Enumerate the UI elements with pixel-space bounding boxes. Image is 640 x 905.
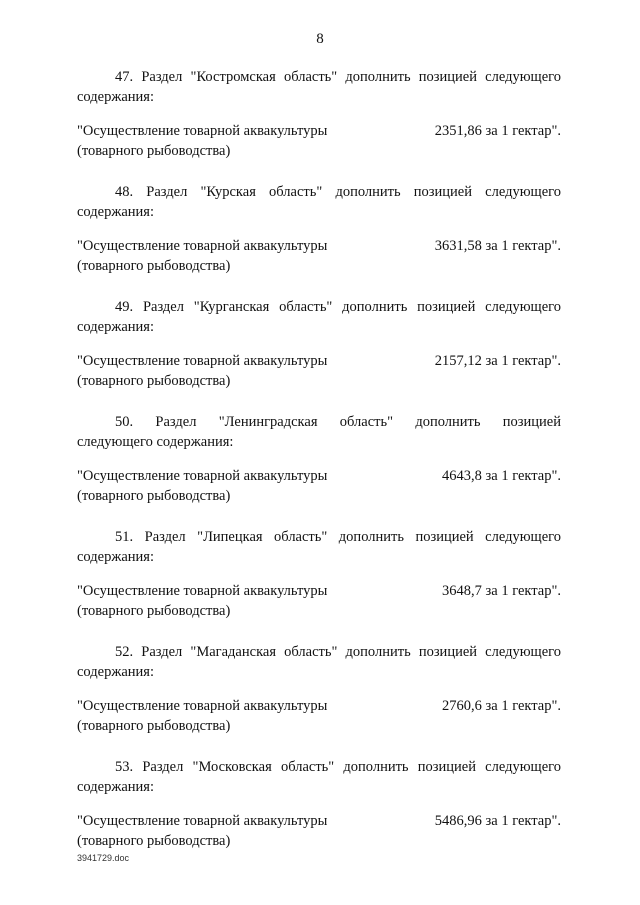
- entry-activity: "Осуществление товарной аквакультуры: [77, 813, 328, 829]
- intro-line: содержания:: [77, 664, 155, 680]
- amendment-entry: [77, 236, 561, 276]
- amendment-intro: [77, 297, 561, 337]
- amendment-entry: [77, 351, 561, 391]
- amendment-item-50: [77, 412, 561, 506]
- amendment-entry: [77, 696, 561, 736]
- entry-rate: 2157,12 за 1 гектар".: [434, 353, 561, 369]
- amendment-intro: [77, 642, 561, 682]
- intro-line: следующего содержания:: [77, 434, 234, 450]
- entry-rate: 2351,86 за 1 гектар".: [434, 123, 561, 139]
- entry-activity-note: (товарного рыбоводства): [77, 718, 231, 734]
- intro-line: 50. Раздел "Ленинградская область" дополнить позицией: [115, 414, 561, 430]
- amendment-item-51: [77, 527, 561, 621]
- entry-activity-note: (товарного рыбоводства): [77, 143, 231, 159]
- entry-activity: "Осуществление товарной аквакультуры: [77, 123, 328, 139]
- entry-activity-note: (товарного рыбоводства): [77, 603, 231, 619]
- entry-rate: 4643,8 за 1 гектар".: [442, 468, 561, 484]
- entry-rate: 2760,6 за 1 гектар".: [442, 698, 561, 714]
- entry-activity: "Осуществление товарной аквакультуры: [77, 698, 328, 714]
- amendment-item-49: [77, 297, 561, 391]
- intro-line: 53. Раздел "Московская область" дополнить позицией следующего: [115, 759, 561, 775]
- amendment-intro: [77, 757, 561, 797]
- intro-line: 48. Раздел "Курская область" дополнить позицией следующего: [115, 184, 561, 200]
- entry-activity: "Осуществление товарной аквакультуры: [77, 353, 328, 369]
- intro-line: 49. Раздел "Курганская область" дополнить позицией следующего: [115, 299, 561, 315]
- intro-line: содержания:: [77, 779, 155, 795]
- intro-line: 51. Раздел "Липецкая область" дополнить позицией следующего: [115, 529, 561, 545]
- intro-line: 52. Раздел "Магаданская область" дополнить позицией следующего: [115, 644, 561, 660]
- entry-activity-note: (товарного рыбоводства): [77, 833, 231, 849]
- amendment-item-48: [77, 182, 561, 276]
- intro-line: содержания:: [77, 89, 155, 105]
- document-body: [77, 67, 561, 872]
- intro-line: 47. Раздел "Костромская область" дополнить позицией следующего: [115, 69, 561, 85]
- entry-rate: 3648,7 за 1 гектар".: [442, 583, 561, 599]
- amendment-entry: [77, 811, 561, 851]
- entry-activity-note: (товарного рыбоводства): [77, 258, 231, 274]
- intro-line: содержания:: [77, 319, 155, 335]
- amendment-item-53: [77, 757, 561, 851]
- entry-rate: 5486,96 за 1 гектар".: [434, 813, 561, 829]
- intro-line: содержания:: [77, 549, 155, 565]
- entry-activity: "Осуществление товарной аквакультуры: [77, 583, 328, 599]
- amendment-item-52: [77, 642, 561, 736]
- page-number: 8: [316, 31, 324, 47]
- amendment-entry: [77, 466, 561, 506]
- amendment-intro: [77, 412, 561, 452]
- entry-activity-note: (товарного рыбоводства): [77, 373, 231, 389]
- intro-line: содержания:: [77, 204, 155, 220]
- entry-activity: "Осуществление товарной аквакультуры: [77, 238, 328, 254]
- entry-rate: 3631,58 за 1 гектар".: [434, 238, 561, 254]
- document-file-name: 3941729.doc: [77, 853, 130, 863]
- amendment-item-47: [77, 67, 561, 161]
- amendment-intro: [77, 182, 561, 222]
- amendment-intro: [77, 527, 561, 567]
- amendment-intro: [77, 67, 561, 107]
- amendment-entry: [77, 581, 561, 621]
- entry-activity-note: (товарного рыбоводства): [77, 488, 231, 504]
- entry-activity: "Осуществление товарной аквакультуры: [77, 468, 328, 484]
- amendment-entry: [77, 121, 561, 161]
